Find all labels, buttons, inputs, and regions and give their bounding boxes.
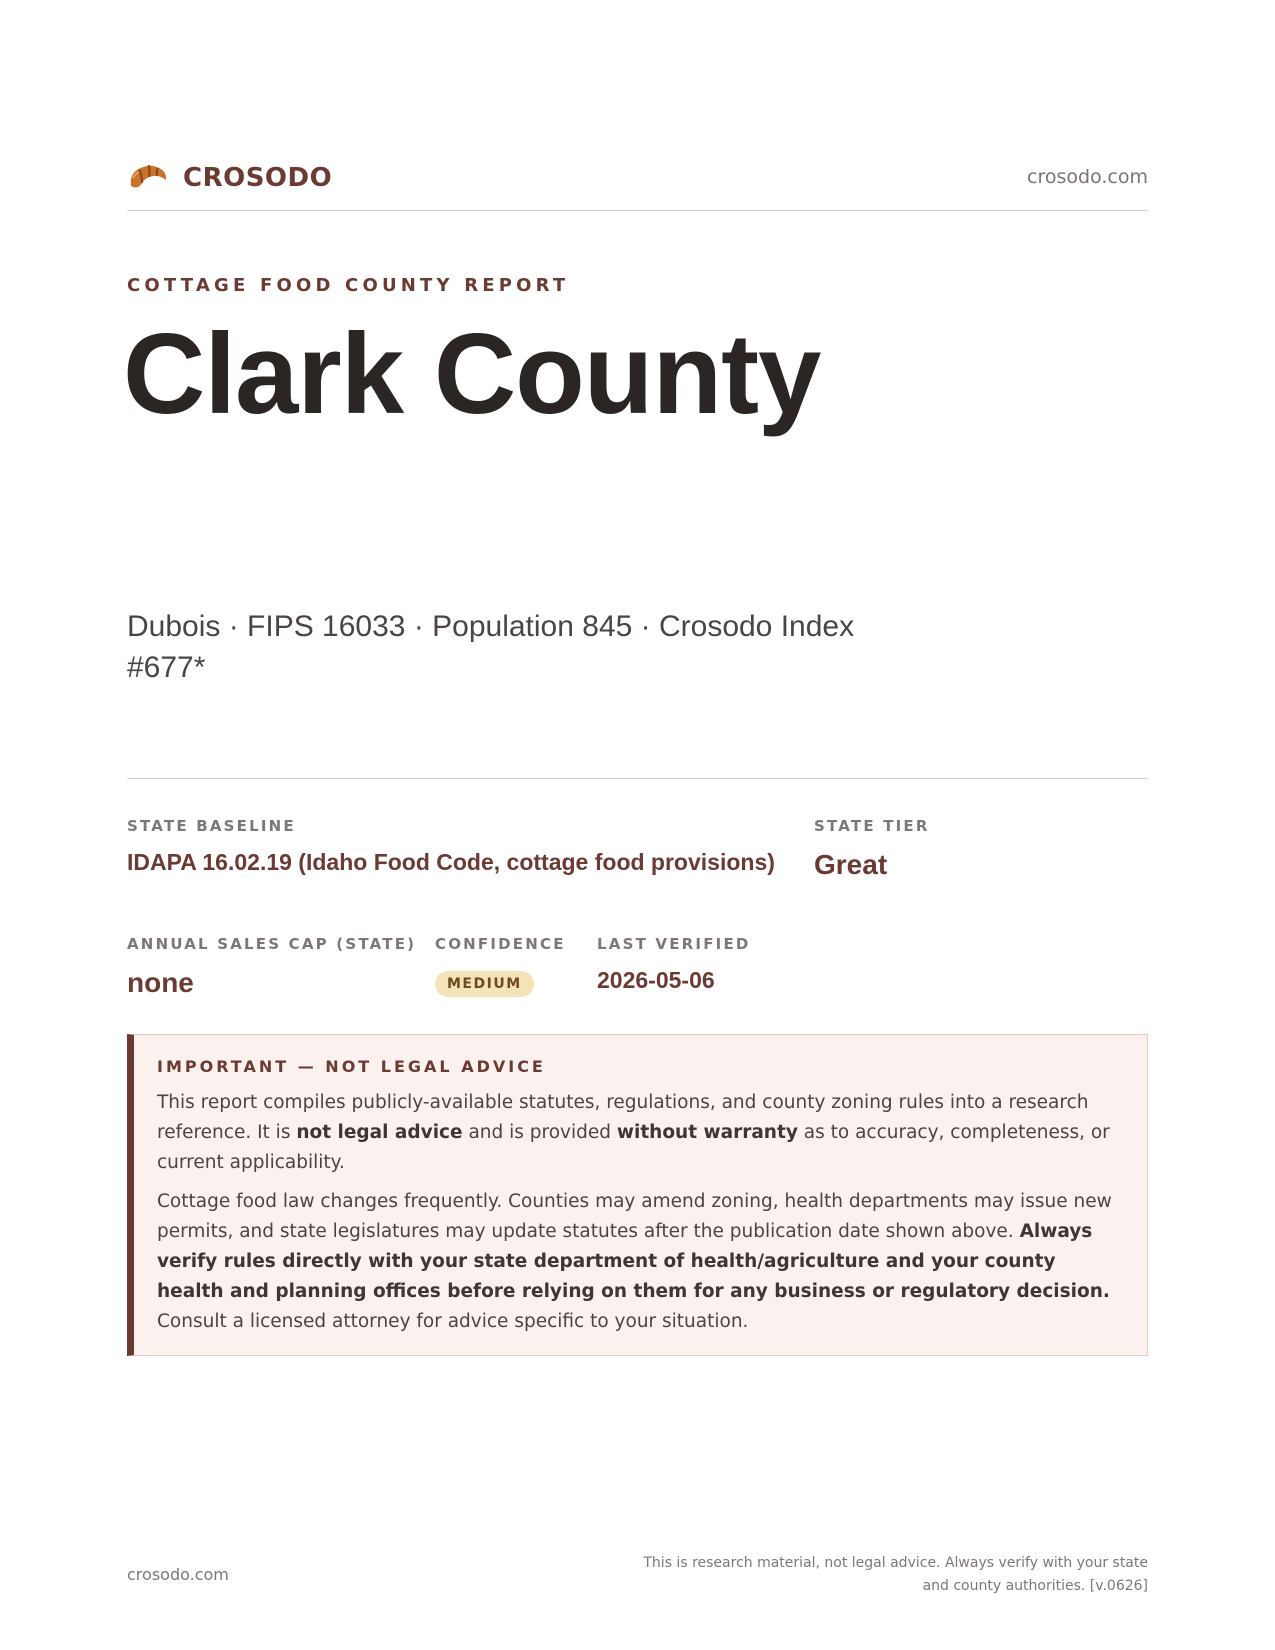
confidence-badge: MEDIUM [435, 971, 534, 997]
notice-emphasis: not legal advice [296, 1122, 463, 1143]
notice-text: Cottage food law changes frequently. Counties may amend zoning, health departments may issue new permits, and state legislatures may update statutes after the publication date shown above. [157, 1191, 1112, 1242]
report-page [123, 0, 1148, 1650]
last-verified-field [597, 935, 751, 994]
state-baseline-label: STATE BASELINE [127, 817, 296, 835]
brand[interactable] [127, 160, 332, 196]
sales-cap-label: ANNUAL SALES CAP (STATE) [127, 935, 417, 953]
state-baseline-value: IDAPA 16.02.19 (Idaho Food Code, cottage food provisions) [127, 849, 775, 875]
legal-notice [127, 1034, 1148, 1356]
page-header [127, 158, 1148, 211]
sales-cap-field [127, 935, 416, 999]
notice-paragraph-1 [157, 1088, 1123, 1178]
notice-text: Consult a licensed attorney for advice specific to your situation. [157, 1311, 749, 1332]
report-kicker: COTTAGE FOOD COUNTY REPORT [127, 275, 570, 296]
notice-paragraph-2 [157, 1187, 1123, 1337]
state-tier-field [814, 817, 930, 881]
croissant-icon [127, 160, 169, 196]
last-verified-value: 2026-05-06 [597, 967, 715, 993]
section-divider [127, 778, 1148, 779]
notice-text: as to accuracy, completeness, or current applicability. [157, 1122, 1110, 1173]
notice-title: IMPORTANT — NOT LEGAL ADVICE [157, 1057, 546, 1076]
sales-cap-value: none [127, 967, 194, 998]
state-tier-label: STATE TIER [814, 817, 930, 835]
notice-text: This report compiles publicly-available statutes, regulations, and county zoning rules into a research reference. It is [157, 1092, 1089, 1143]
footer-site-url[interactable]: crosodo.com [127, 1565, 229, 1584]
notice-emphasis: without warranty [616, 1122, 798, 1143]
brand-name: CROSODO [183, 163, 333, 193]
footer-disclaimer: This is research material, not legal advice. Always verify with your state and county authorities. [v.0626] [643, 1555, 1148, 1594]
notice-text: and is provided [462, 1122, 617, 1143]
state-tier-value: Great [814, 849, 888, 880]
last-verified-label: LAST VERIFIED [597, 935, 751, 953]
notice-emphasis: Always verify rules directly with your state department of health/agriculture and your county health and planning offices before relying on them for any business or regulatory decision. [157, 1221, 1110, 1302]
confidence-label: CONFIDENCE [435, 935, 566, 953]
report-subtitle: Dubois · FIPS 16033 · Population 845 · Crosodo Index #677* [127, 610, 855, 684]
page-title: Clark County [123, 311, 821, 438]
state-baseline-field [127, 817, 775, 876]
confidence-field [435, 935, 566, 997]
site-url-link[interactable]: crosodo.com [1027, 166, 1148, 188]
